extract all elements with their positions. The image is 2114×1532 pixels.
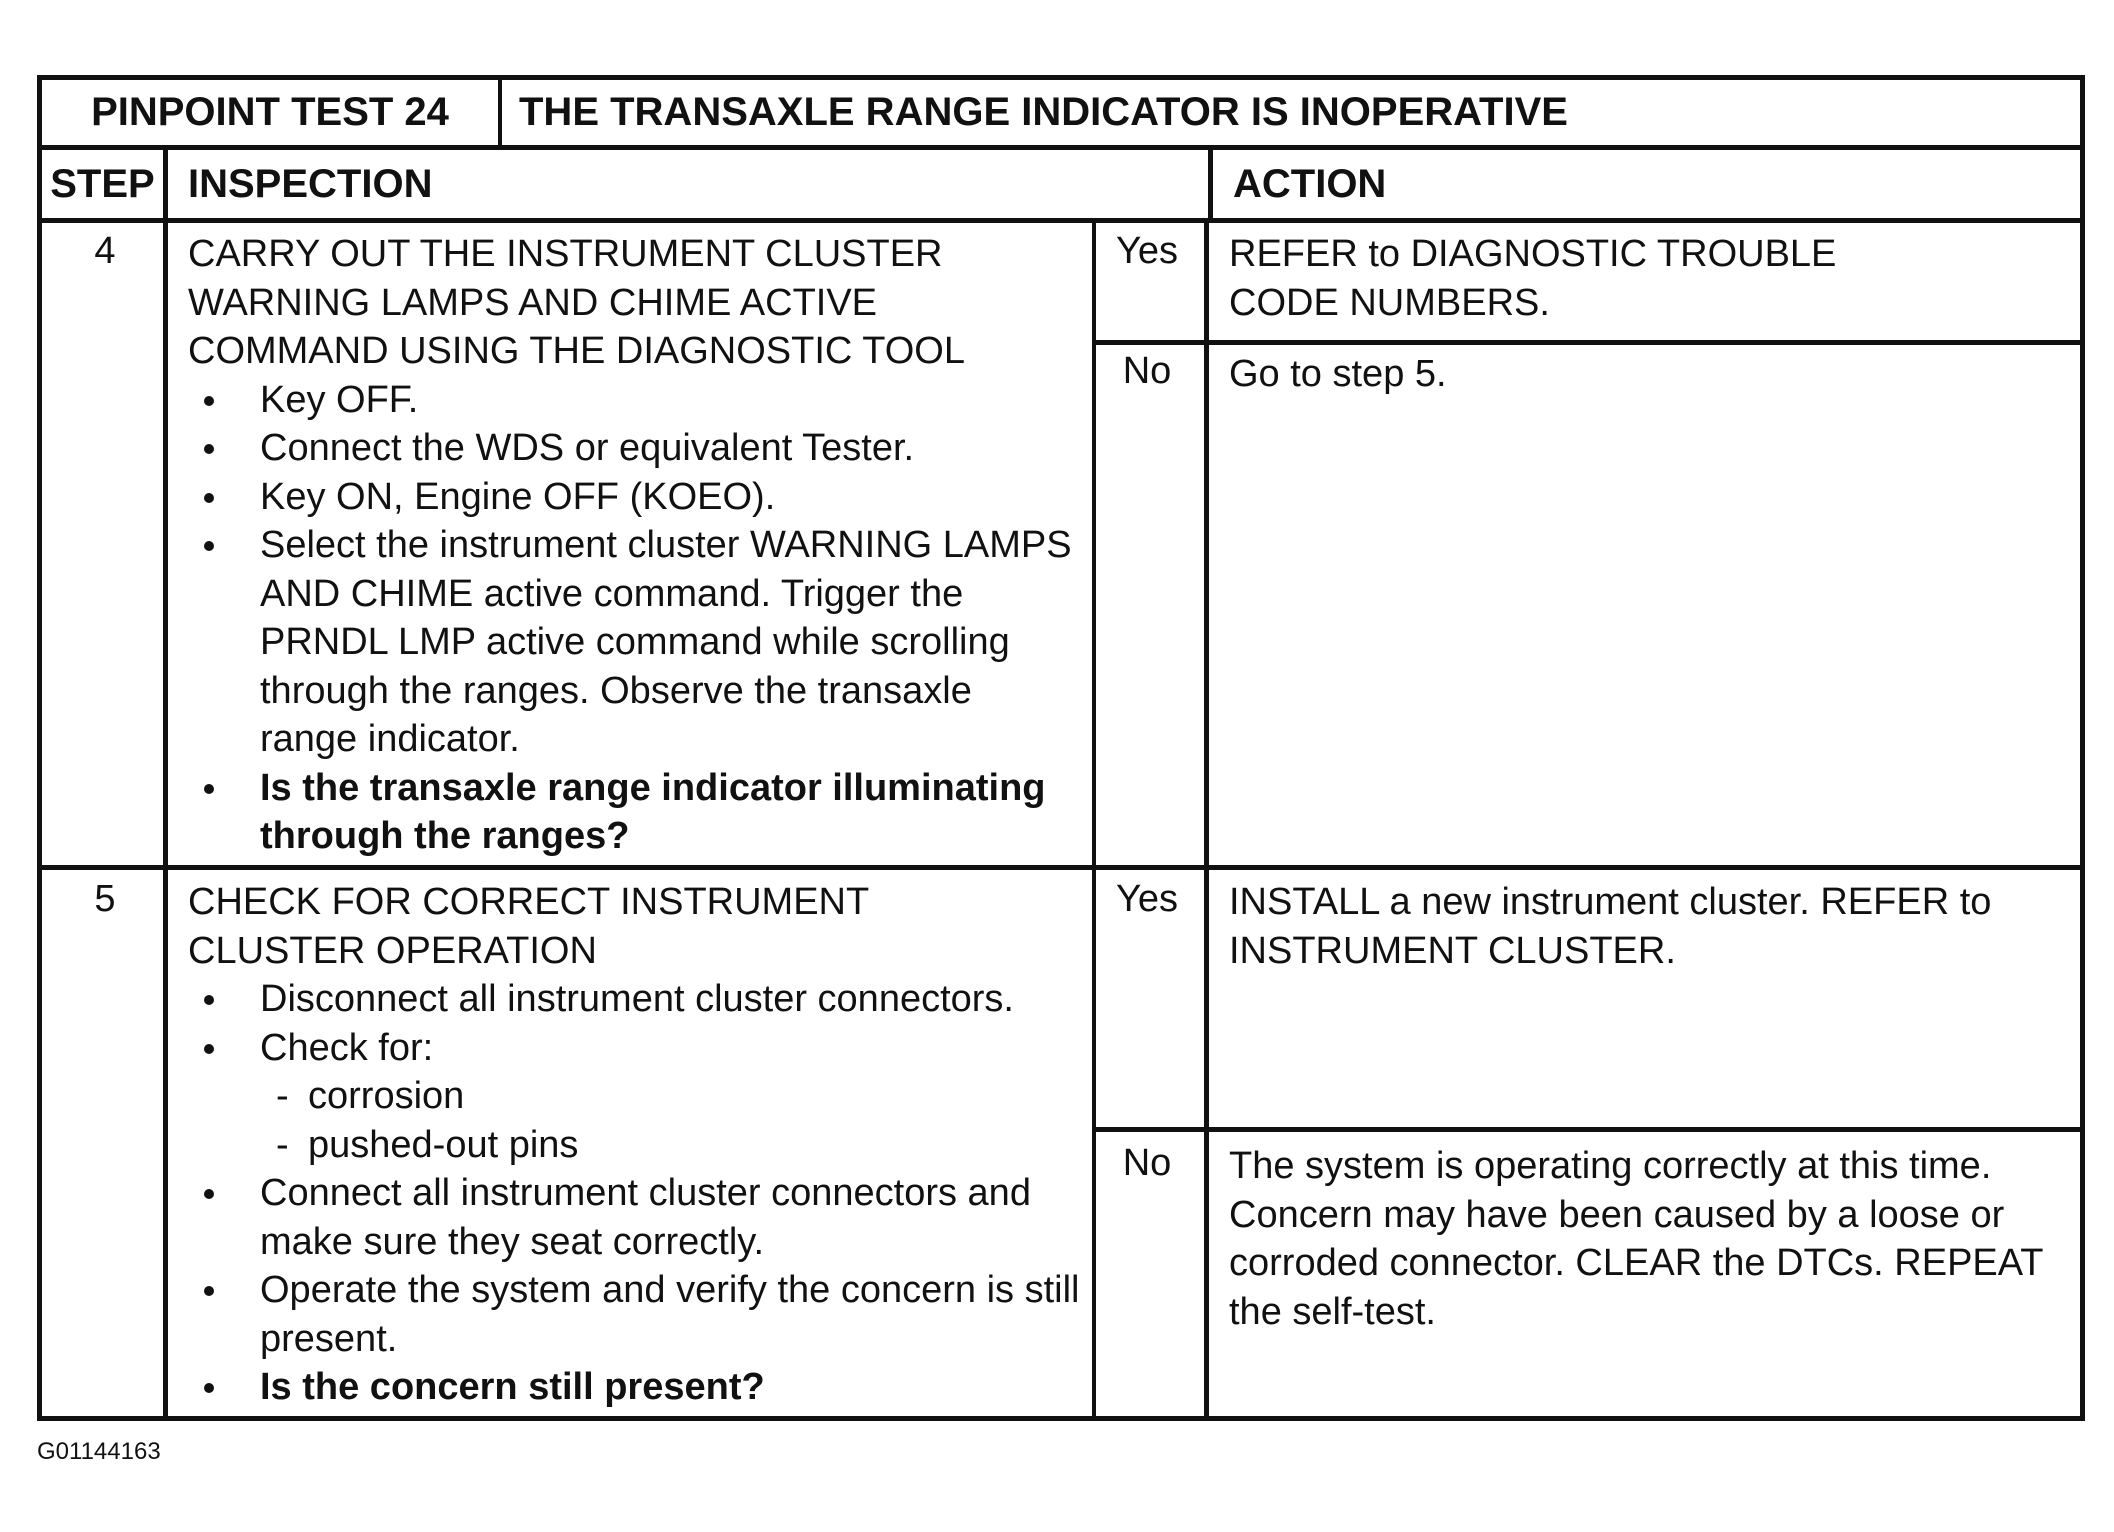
header-action: ACTION: [1208, 150, 2033, 218]
figure-id: G01144163: [37, 1438, 161, 1465]
yes-action: REFER to DIAGNOSTIC TROUBLE CODE NUMBERS.: [1229, 233, 1837, 324]
divider: [1092, 223, 1096, 1421]
divider: [42, 865, 2085, 870]
inspection-list: [188, 975, 1088, 1412]
no-action: Go to step 5.: [1229, 353, 1447, 395]
title-row: [42, 80, 2080, 150]
list-item: Connect all instrument cluster connectors and make sure they seat correctly.: [188, 1169, 1088, 1266]
step-inspection: [188, 878, 1088, 1412]
list-item: Key ON, Engine OFF (KOEO).: [188, 473, 1078, 522]
yes-action: INSTALL a new instrument cluster. REFER to INSTRUMENT CLUSTER.: [1229, 881, 1992, 972]
test-description: THE TRANSAXLE RANGE INDICATOR IS INOPERATIVE: [519, 90, 1568, 134]
divider: [1204, 223, 1209, 1421]
no-label: No: [1122, 350, 1172, 392]
no-action: The system is operating correctly at this time. Concern may have been caused by a loose or corroded connector. CLEAR the DTCs. REPEAT the self-test.: [1229, 1145, 2043, 1333]
list-item-question: Is the transaxle range indicator illuminating through the ranges?: [188, 764, 1078, 861]
list-subitem: - corrosion: [188, 1072, 1088, 1121]
list-item-question: Is the concern still present?: [188, 1363, 1088, 1412]
no-label: No: [1122, 1142, 1172, 1184]
list-item: Key OFF.: [188, 376, 1078, 425]
list-item: Check for:: [188, 1024, 1088, 1073]
list-item: Operate the system and verify the concern is still present.: [188, 1266, 1088, 1363]
step-number: 5: [94, 878, 116, 920]
divider: [1092, 1127, 2085, 1132]
yes-label: Yes: [1116, 230, 1178, 272]
step-inspection: [188, 230, 1078, 861]
test-id: PINPOINT TEST 24: [42, 80, 502, 145]
inspection-heading: CHECK FOR CORRECT INSTRUMENT CLUSTER OPERATION: [188, 881, 869, 972]
header-inspection: INSPECTION: [188, 162, 433, 206]
pinpoint-test-table: [37, 75, 2085, 1421]
divider: [163, 223, 168, 1421]
yes-label: Yes: [1116, 878, 1178, 920]
list-item: Select the instrument cluster WARNING LAMPS AND CHIME active command. Trigger the PRNDL LMP active command while scrolling through the ranges. Observe the transaxle range indicator.: [188, 521, 1078, 764]
list-subitem: - pushed-out pins: [188, 1121, 1088, 1170]
list-item: Connect the WDS or equivalent Tester.: [188, 424, 1078, 473]
header-step: STEP: [42, 150, 168, 218]
step-number: 4: [94, 230, 116, 272]
header-row: [42, 150, 2080, 223]
divider: [1092, 340, 2085, 345]
list-item: Disconnect all instrument cluster connectors.: [188, 975, 1088, 1024]
inspection-heading: CARRY OUT THE INSTRUMENT CLUSTER WARNING LAMPS AND CHIME ACTIVE COMMAND USING THE DIAGNOSTIC TOOL: [188, 233, 965, 372]
inspection-list: [188, 376, 1078, 861]
